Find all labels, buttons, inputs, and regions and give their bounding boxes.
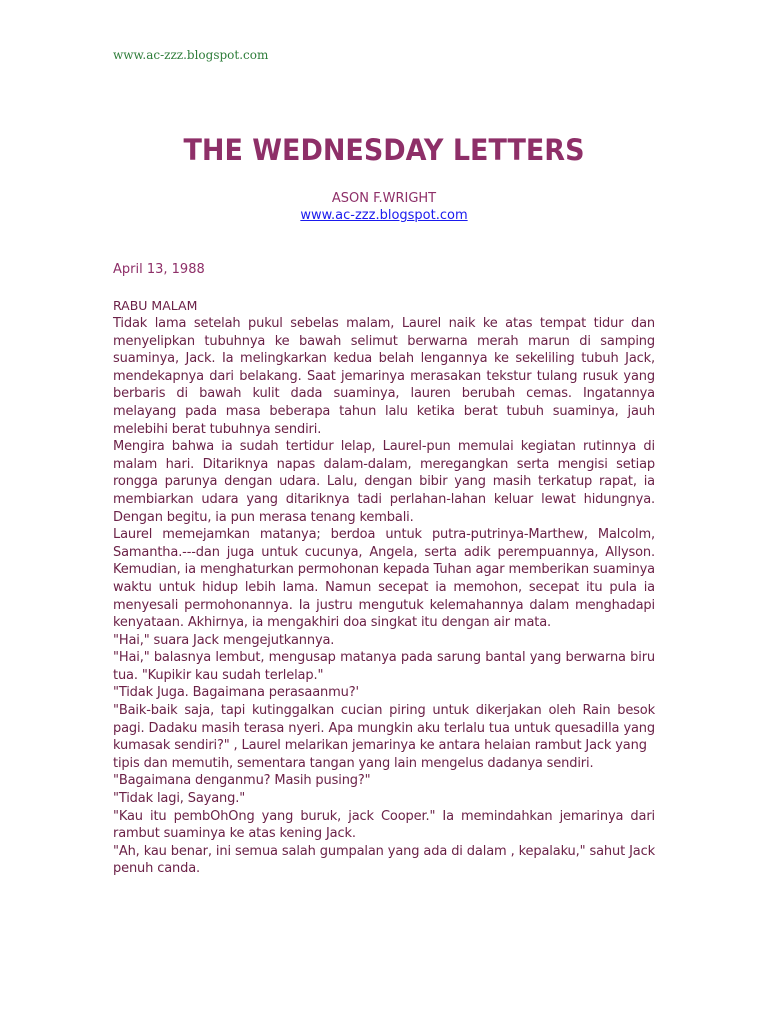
author-website-link[interactable]: www.ac-zzz.blogspot.com: [300, 208, 468, 223]
paragraph: Laurel memejamkan matanya; berdoa untuk putra-putrinya-Marthew, Malcolm, Samantha.---dan juga untuk cucunya, Angela, serta adik perempuannya, Allyson. Kemudian, ia menghaturkan permohonan kepada Tuhan agar memberikan suaminya waktu untuk hidup lebih lama. Namun secepat ia memohon, secepat itu pula ia menyesali permohonannya. Ia justru mengutuk kelemahannya dalam menghadapi kenyataan. Akhirnya, ia mengakhiri doa singkat itu dengan air mata.: [113, 527, 655, 631]
paragraph: "Kau itu pembOhOng yang buruk, jack Cooper." Ia memindahkan jemarinya dari rambut suaminya ke atas kening Jack.: [113, 808, 655, 842]
paragraph: "Baik-baik saja, tapi kutinggalkan cucian piring untuk dikerjakan oleh Rain besok pagi. Dadaku masih terasa nyeri. Apa mungkin aku terlalu tua untuk quesadilla yang kumasak sendiri?" , Laurel melarikan jemarinya ke antara helaian rambut Jack yang: [113, 703, 655, 754]
paragraph: "Ah, kau benar, ini semua salah gumpalan yang ada di dalam , kepalaku," sahut Jack penuh canda.: [113, 843, 655, 877]
paragraph: "Hai," suara Jack mengejutkannya.: [113, 632, 335, 648]
author-name: ASON F.WRIGHT: [331, 191, 437, 206]
paragraph: "Bagaimana denganmu? Masih pusing?": [113, 773, 371, 789]
paragraph: Mengira bahwa ia sudah tertidur lelap, Laurel-pun memulai kegiatan rutinnya di malam hari. Ditariknya napas dalam-dalam, meregangkan serta mengisi setiap rongga parunya dengan udara. Lalu, dengan bibir yang masih terkatup rapat, ia membiarkan udara yang ditariknya tadi perlahan-lahan keluar lewat hidungnya. Dengan begitu, ia pun merasa tenang kembali.: [113, 439, 655, 525]
paragraph: "Tidak lagi, Sayang.": [113, 791, 246, 807]
author-link-line: [0, 208, 768, 223]
paragraph: tipis dan memutih, sementara tangan yang lain mengelus dadanya sendiri.: [113, 755, 594, 771]
paragraph: Tidak lama setelah pukul sebelas malam, Laurel naik ke atas tempat tidur dan menyelipkan tubuhnya ke bawah selimut berwarna merah marun di samping suaminya, Jack. Ia melingkarkan kedua belah lengannya ke sekeliling tubuh Jack, mendekapnya dari belakang. Saat jemarinya merasakan tekstur tulang rusuk yang berbaris di bawah kulit dada suaminya, lauren berubah cemas. Ingatannya melayang pada masa beberapa tahun lalu ketika berat tubuh suaminya, jauh melebihi berat tubuhnya sendiri.: [113, 316, 655, 437]
paragraph: "Tidak Juga. Bagaimana perasaanmu?': [113, 685, 359, 701]
body-text: [113, 315, 655, 878]
section-heading: RABU MALAM: [113, 298, 198, 313]
document-title: THE WEDNESDAY LETTERS: [183, 133, 585, 167]
paragraph: "Hai," balasnya lembut, mengusap matanya pada sarung bantal yang berwarna biru tua. "Kupikir kau sudah terlelap.": [113, 650, 655, 683]
letter-date: April 13, 1988: [113, 262, 205, 277]
site-url-link[interactable]: www.ac-zzz.blogspot.com: [113, 48, 269, 62]
